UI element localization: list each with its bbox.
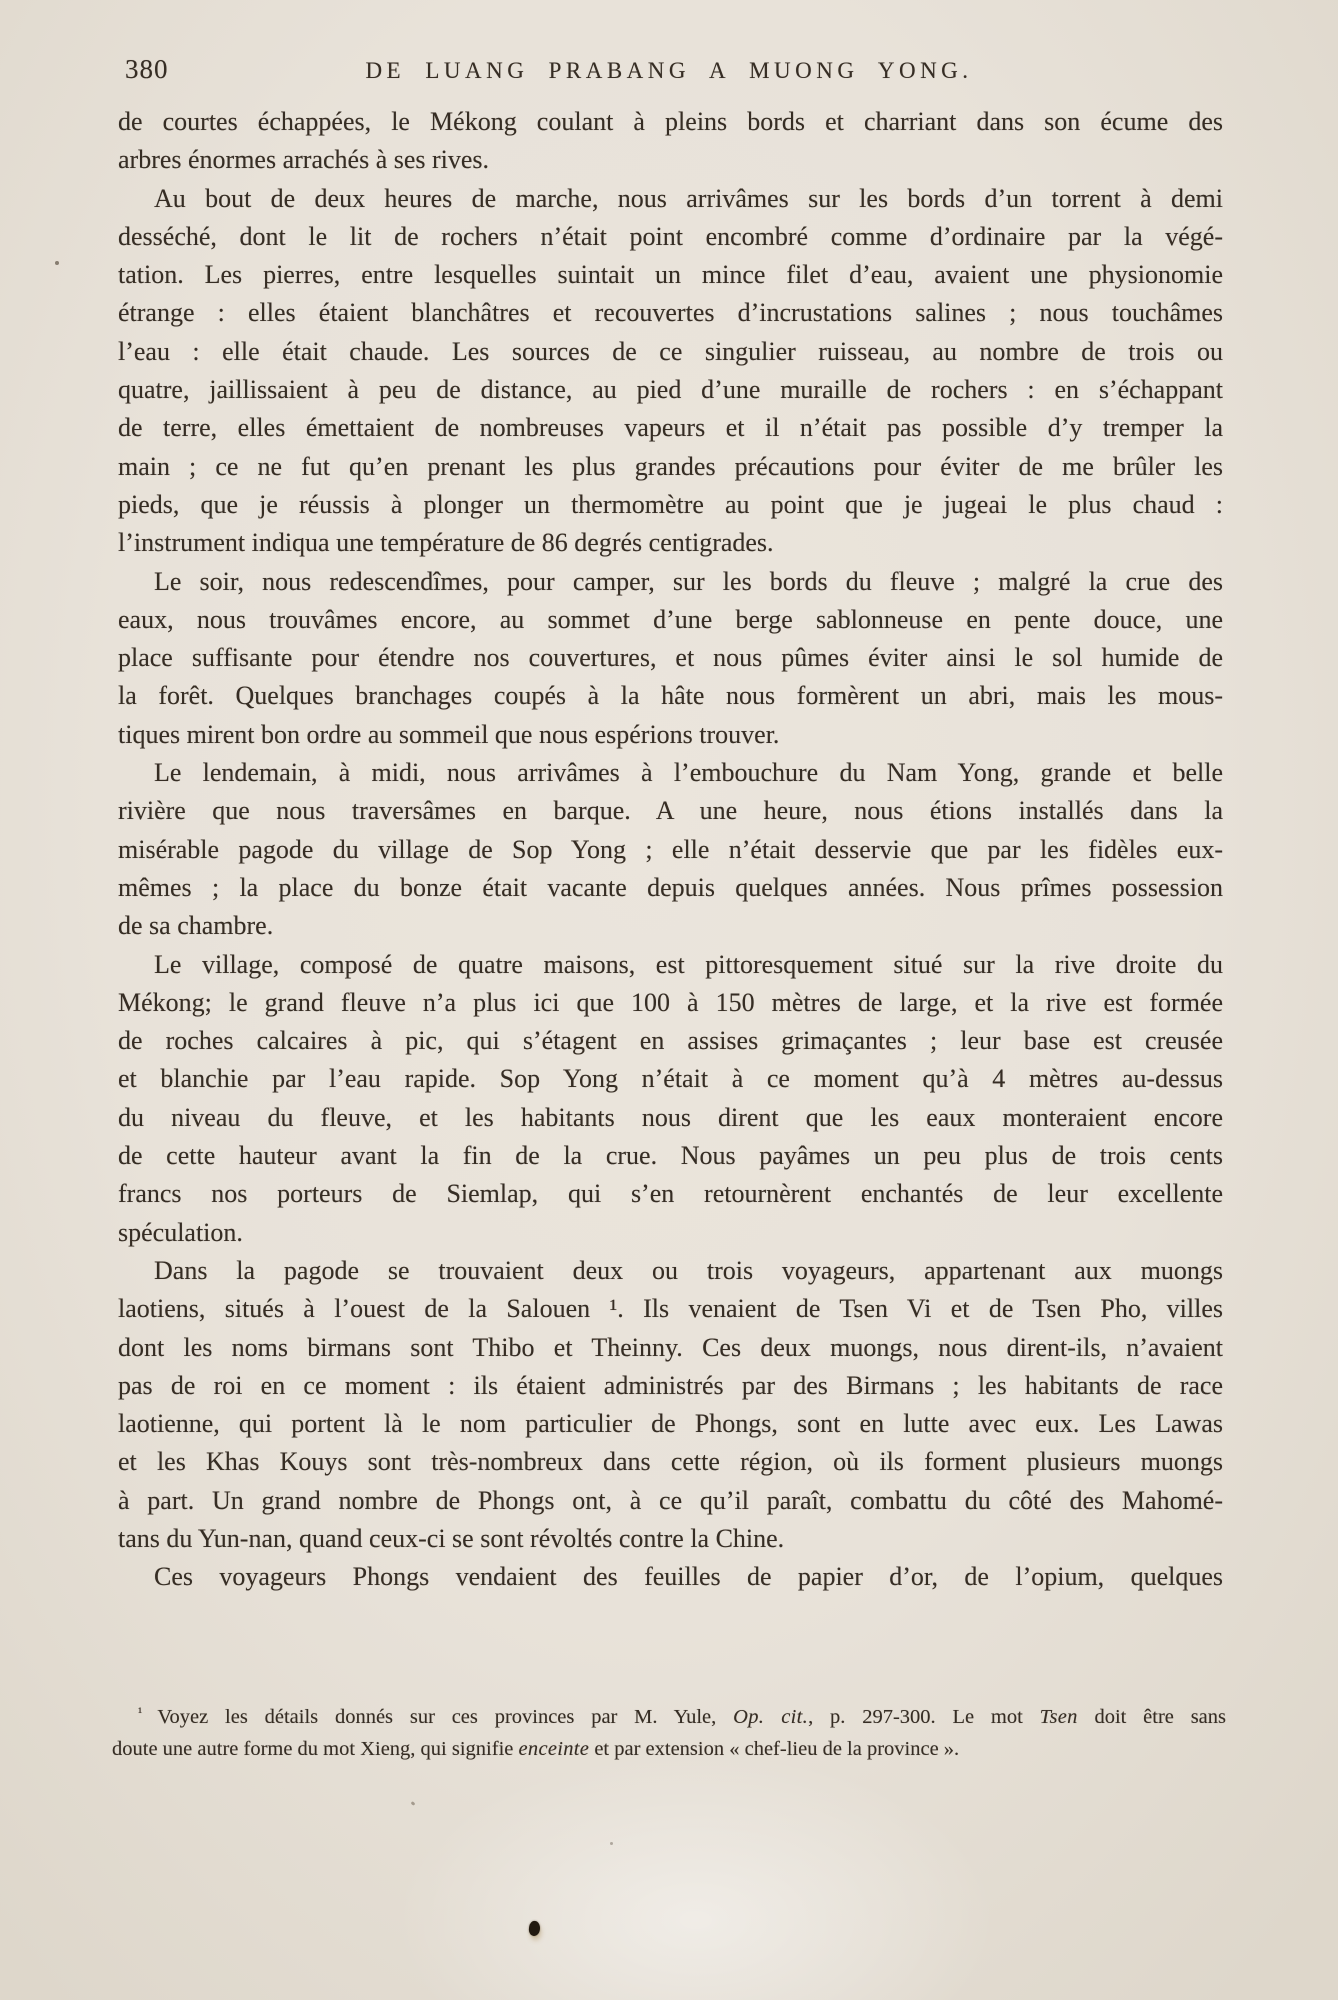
italic-text: enceinte — [518, 1737, 590, 1760]
text-line: l’instrument indiqua une température de 86 degrés centigrades. — [118, 528, 774, 558]
text-line: laotienne, qui portent là le nom particulier de Phongs, sont en lutte avec eux. Les Lawas — [118, 1409, 1223, 1439]
ink-speck — [55, 261, 59, 265]
text-line: mêmes ; la place du bonze était vacante depuis quelques années. Nous prîmes possession — [118, 872, 1223, 902]
text-line: arbres énormes arrachés à ses rives. — [118, 145, 490, 175]
text-line: Dans la pagode se trouvaient deux ou trois voyageurs, appartenant aux muongs — [154, 1255, 1223, 1285]
text-segment: Voyez les détails donnés sur ces provinces par M. Yule, — [157, 1706, 734, 1728]
text-line: laotiens, situés à l’ouest de la Salouen ¹. Ils venaient de Tsen Vi et de Tsen Pho, villes — [118, 1294, 1223, 1324]
text-line: misérable pagode du village de Sop Yong ; elle n’était desservie que par les fidèles eux- — [118, 834, 1223, 864]
text-line: Ces voyageurs Phongs vendaient des feuilles de papier d’or, de l’opium, quelques — [154, 1562, 1223, 1592]
text-segment: doute une autre forme du mot Xieng, qui signifie — [112, 1737, 519, 1760]
ink-speck — [610, 1842, 613, 1845]
text-line: place suffisante pour étendre nos couvertures, et nous pûmes éviter ainsi le sol humide de — [118, 643, 1223, 673]
text-line: tation. Les pierres, entre lesquelles suintait un mince filet d’eau, avaient une physionomie — [118, 260, 1223, 290]
running-title: DE LUANG PRABANG A MUONG YONG. — [365, 58, 973, 83]
text-line: Mékong; le grand fleuve n’a plus ici que 100 à 150 mètres de large, et la rive est formée — [118, 987, 1223, 1017]
text-line: pieds, que je réussis à plonger un thermomètre au point que je jugeai le plus chaud : — [118, 489, 1223, 519]
text-line: du niveau du fleuve, et les habitants nous dirent que les eaux monteraient encore — [118, 1102, 1223, 1132]
text-line: Au bout de deux heures de marche, nous arrivâmes sur les bords d’un torrent à demi — [154, 183, 1223, 213]
body-text — [118, 103, 1223, 1597]
footnote-line — [112, 1732, 1226, 1767]
footnote-line — [112, 1697, 1226, 1732]
footnote — [112, 1697, 1226, 1766]
text-line: quatre, jaillissaient à peu de distance, au pied d’une muraille de rochers : en s’échappant — [118, 375, 1223, 405]
italic-text: Tsen — [1039, 1706, 1078, 1728]
footnote-marker: ¹ — [138, 1706, 158, 1721]
text-line: Le soir, nous redescendîmes, pour camper, sur les bords du fleuve ; malgré la crue des — [154, 566, 1223, 596]
text-line: étrange : elles étaient blanchâtres et recouvertes d’incrustations salines ; nous touchâmes — [118, 298, 1223, 328]
text-line: de terre, elles émettaient de nombreuses vapeurs et il n’était pas possible d’y tremper la — [118, 413, 1223, 443]
page-header — [0, 0, 1338, 92]
text-line: pas de roi en ce moment : ils étaient administrés par des Birmans ; les habitants de race — [118, 1370, 1223, 1400]
text-line: francs nos porteurs de Siemlap, qui s’en retournèrent enchantés de leur excellente — [118, 1179, 1223, 1209]
text-line: tiques mirent bon ordre au sommeil que nous espérions trouver. — [118, 719, 780, 749]
text-line: de roches calcaires à pic, qui s’étagent en assises grimaçantes ; leur base est creusée — [118, 1026, 1223, 1056]
text-line: de cette hauteur avant la fin de la crue. Nous payâmes un peu plus de trois cents — [118, 1141, 1223, 1171]
text-line: de courtes échappées, le Mékong coulant à pleins bords et charriant dans son écume des — [118, 107, 1223, 136]
text-line: la forêt. Quelques branchages coupés à la hâte nous formèrent un abri, mais les mous- — [118, 681, 1223, 711]
text-line: et blanchie par l’eau rapide. Sop Yong n’était à ce moment qu’à 4 mètres au-dessus — [118, 1064, 1223, 1094]
page-number: 380 — [125, 54, 169, 84]
text-line: eaux, nous trouvâmes encore, au sommet d’une berge sablonneuse en pente douce, une — [118, 604, 1223, 634]
text-line: de sa chambre. — [118, 911, 274, 941]
text-line: tans du Yun-nan, quand ceux-ci se sont révoltés contre la Chine. — [118, 1523, 785, 1553]
text-line: et les Khas Kouys sont très-nombreux dans cette région, où ils forment plusieurs muongs — [118, 1447, 1223, 1477]
text-line: rivière que nous traversâmes en barque. A une heure, nous étions installés dans la — [118, 796, 1223, 826]
text-segment: , p. 297-300. Le mot — [808, 1706, 1040, 1728]
text-line: à part. Un grand nombre de Phongs ont, à ce qu’il paraît, combattu du côté des Mahomé- — [118, 1485, 1223, 1515]
text-line: l’eau : elle était chaude. Les sources de ce singulier ruisseau, au nombre de trois ou — [118, 336, 1223, 366]
text-segment: et par extension « chef-lieu de la province ». — [589, 1737, 960, 1760]
text-line: spéculation. — [118, 1217, 243, 1247]
text-line: main ; ce ne fut qu’en prenant les plus grandes précautions pour éviter de me brûler les — [118, 451, 1223, 481]
italic-text: Op. cit. — [733, 1706, 809, 1728]
text-line: desséché, dont le lit de rochers n’était point encombré comme d’ordinaire par la végé- — [118, 221, 1223, 251]
ink-spot — [528, 1920, 541, 1936]
text-line: Le village, composé de quatre maisons, est pittoresquement situé sur la rive droite du — [154, 949, 1223, 979]
ink-speck — [411, 1801, 416, 1806]
text-line: dont les noms birmans sont Thibo et Theinny. Ces deux muongs, nous dirent-ils, n’avaient — [118, 1332, 1223, 1362]
text-line: Le lendemain, à midi, nous arrivâmes à l’embouchure du Nam Yong, grande et belle — [154, 758, 1223, 788]
text-segment: doit être sans — [1077, 1706, 1226, 1728]
